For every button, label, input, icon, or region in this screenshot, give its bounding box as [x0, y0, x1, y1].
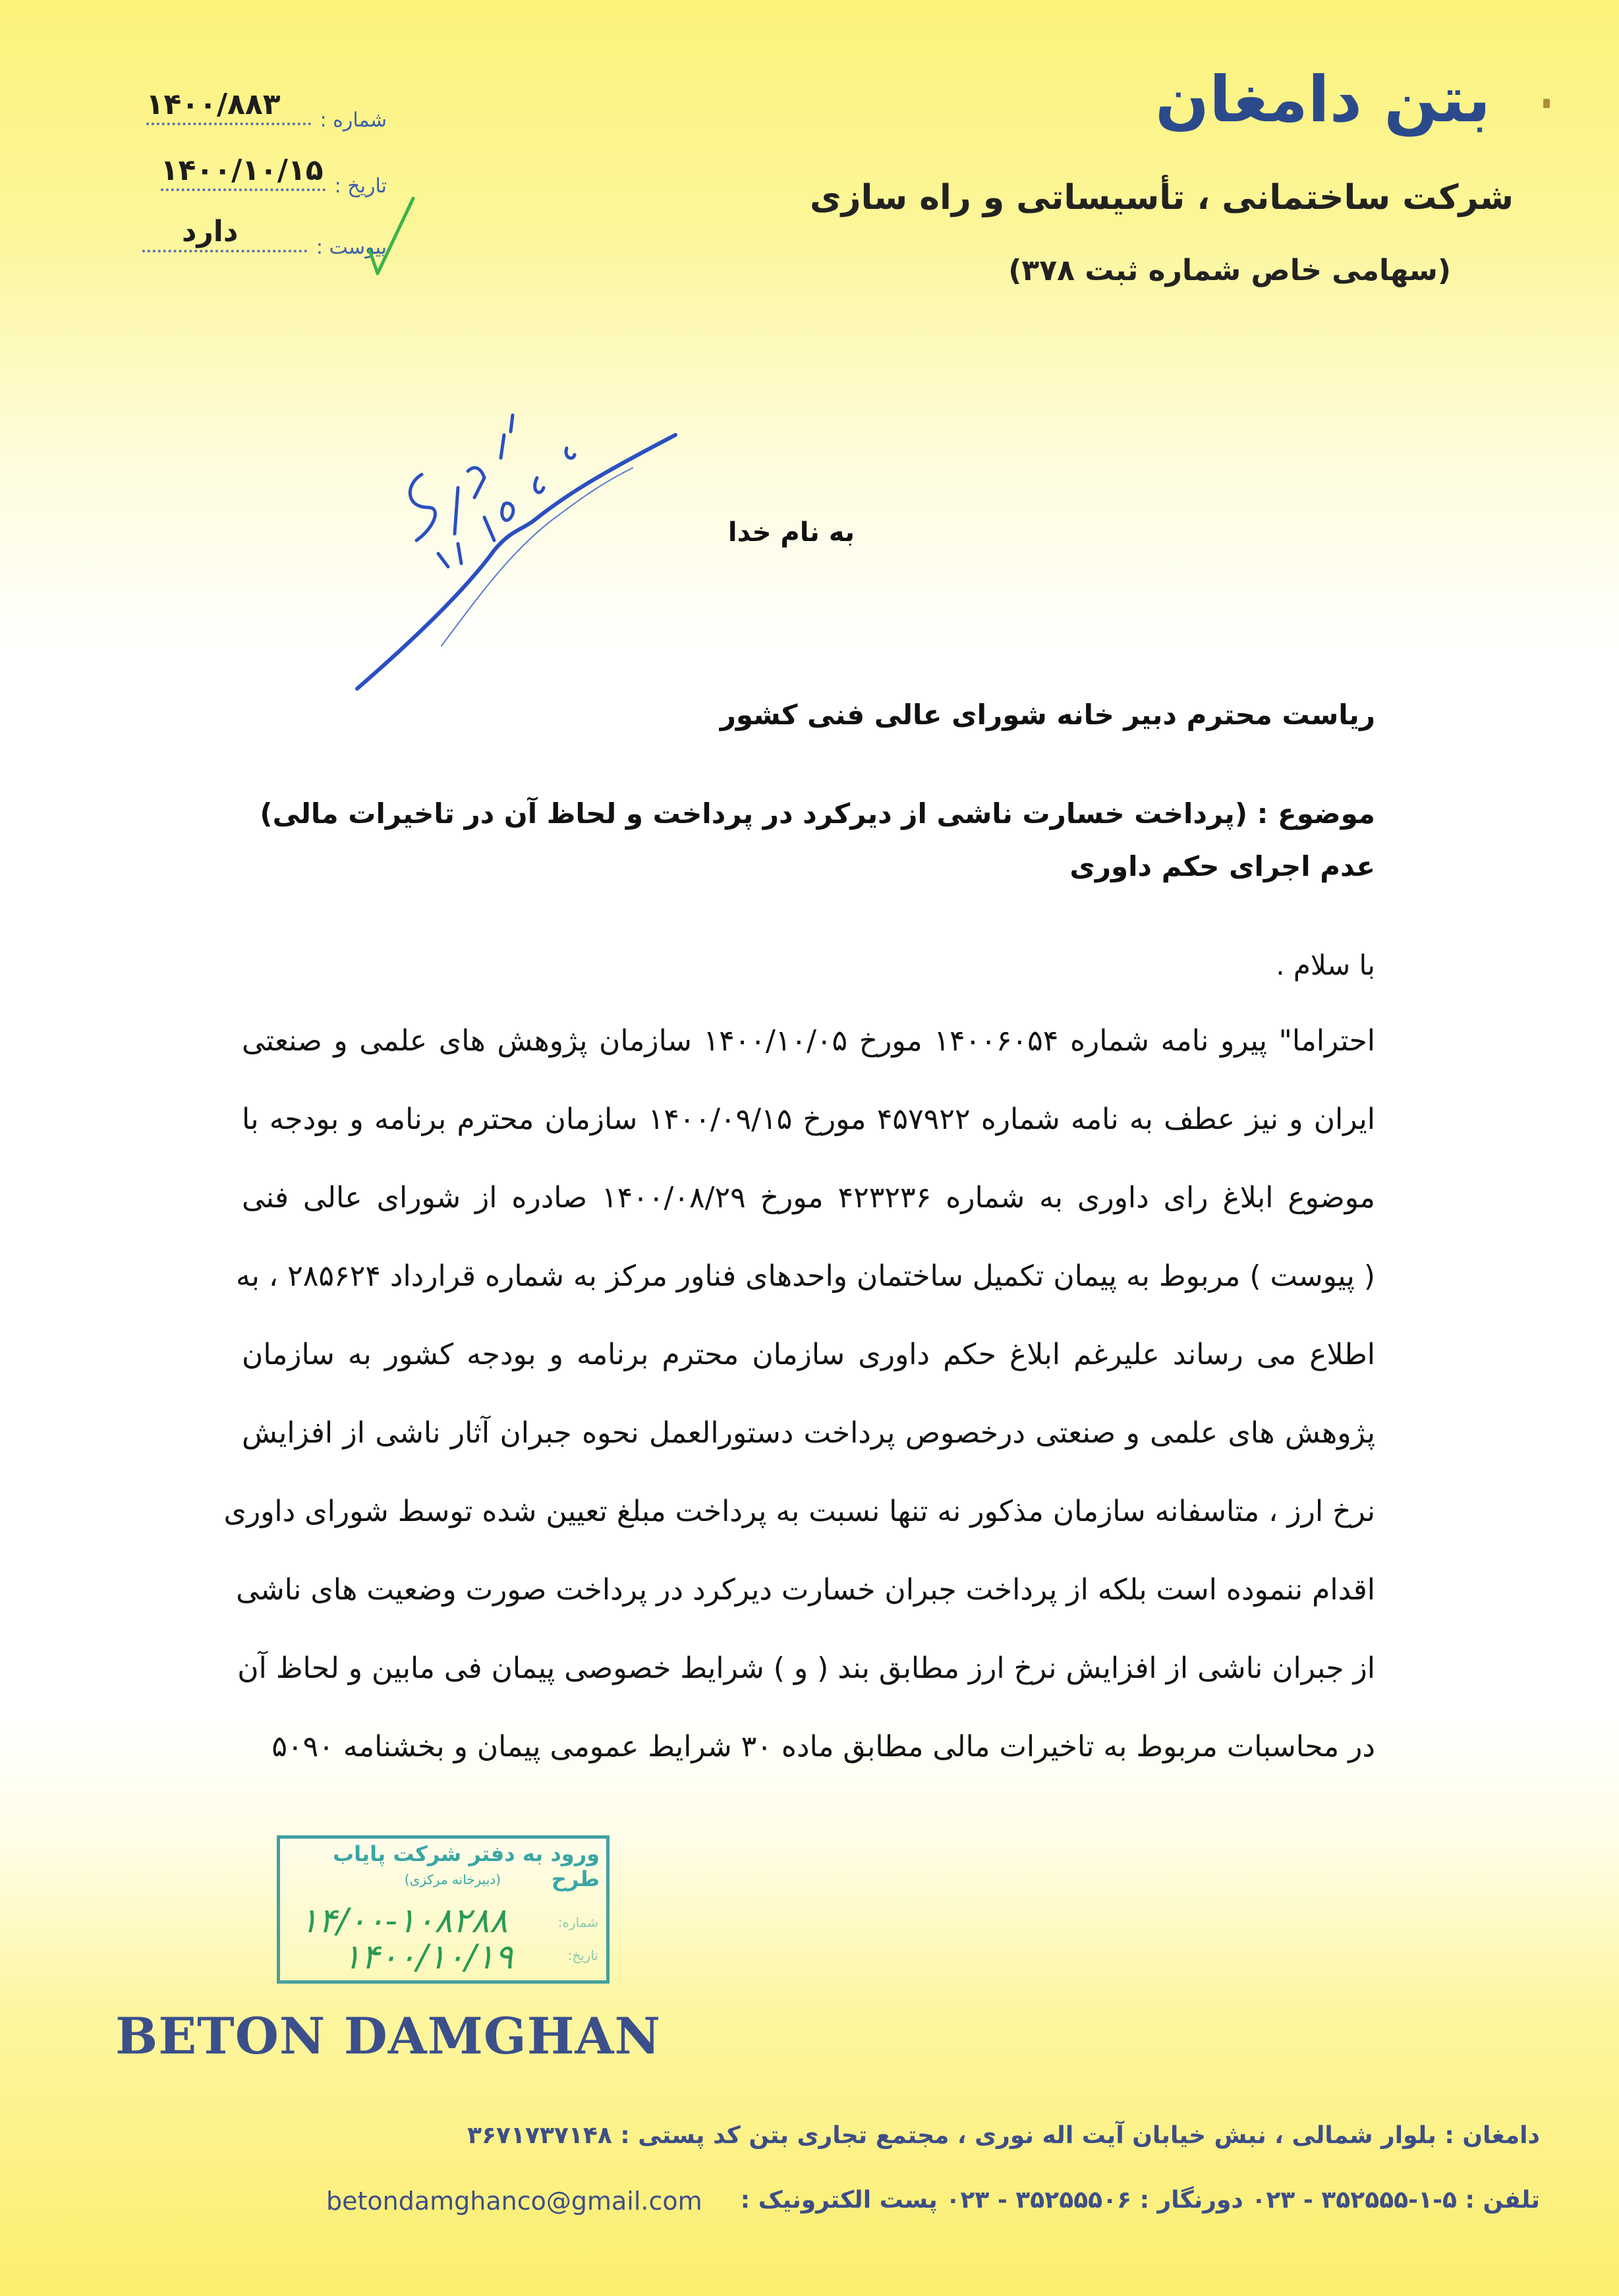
company-logo-persian: بتن دامغان — [1155, 63, 1491, 136]
signature-stroke — [441, 468, 633, 646]
handwriting-stroke — [455, 468, 484, 534]
dotted-line — [146, 88, 311, 125]
handwriting-stroke — [410, 474, 435, 540]
letter-date-value: ۱۴۰۰/۱۰/۱۵ — [160, 154, 324, 187]
body-line: اقدام ننموده است بلکه از پرداخت جبران خسارت دیرکرد در پرداخت صورت وضعیت های ناشی — [236, 1573, 1375, 1607]
body-line: موضوع ابلاغ رای داوری به شماره ۴۲۳۲۳۶ مورخ ۱۴۰۰/۰۸/۲۹ صادره از شورای عالی فنی — [242, 1181, 1375, 1215]
body-line: ( پیوست ) مربوط به پیمان تکمیل ساختمان واحدهای فناور مرکز به شماره قرارداد ۲۸۵۶۲۴ ، به — [236, 1259, 1375, 1293]
attachment-field — [142, 215, 387, 259]
letter-date-label: تاریخ : — [334, 175, 387, 198]
company-contacts: تلفن : ۵-۱-۳۵۲۵۵۵ - ۰۲۳ دورنگار : ۳۵۲۵۵۵۰۶ - ۰۲۳ پست الکترونیک : — [740, 2187, 1540, 2214]
letter-date-field — [160, 154, 387, 198]
handwriting-stroke — [535, 478, 544, 492]
greeting: با سلام . — [1276, 949, 1375, 981]
attachment-label: پیوست : — [316, 236, 387, 259]
signature-stroke — [357, 435, 675, 689]
checkmark-icon — [366, 194, 418, 280]
stamp-number-label: شماره: — [557, 1914, 598, 1930]
company-email-link[interactable]: betondamghanco@gmail.com — [326, 2187, 702, 2216]
stamp-number-value: ۱۴/۰۰-۱۰۸۲۸۸ — [300, 1901, 508, 1941]
letter-number-field — [146, 88, 387, 132]
body-line: اطلاع می رساند علیرغم ابلاغ حکم داوری سازمان محترم برنامه و بودجه کشور به سازمان — [242, 1338, 1375, 1371]
stamp-date-label: تاریخ: — [567, 1947, 598, 1963]
registration-number: (سهامی خاص شماره ثبت ۳۷۸) — [1008, 254, 1451, 287]
stamp-subtitle: (دبیرخانه مرکزی) — [404, 1872, 501, 1887]
body-line: از جبران ناشی از افزایش نرخ ارز مطابق بند ( و ) شرایط خصوصی پیمان فی مابین و لحاظ آن — [237, 1651, 1375, 1685]
letter-number-label: شماره : — [320, 109, 387, 132]
receipt-stamp — [277, 1835, 610, 1984]
bismillah-heading: به نام خدا — [727, 517, 855, 548]
speck-mark-icon — [1543, 99, 1550, 108]
stamp-title: ورود به دفتر شرکت پایاب طرح — [332, 1841, 600, 1891]
company-logo-english: BETON DAMGHAN — [115, 2007, 661, 2065]
subject-line: موضوع : (پرداخت خسارت ناشی از دیرکرد در پرداخت و لحاظ آن در تاخیرات مالی) عدم اجرای حکم داوری — [260, 797, 1375, 882]
stamp-date-value: ۱۴۰۰/۱۰/۱۹ — [343, 1937, 513, 1977]
handwriting-stroke — [502, 503, 513, 520]
dotted-line — [142, 215, 307, 252]
handwritten-annotation — [343, 409, 817, 712]
company-description: شرکت ساختمانی ، تأسیساتی و راه سازی — [809, 178, 1514, 217]
body-line: نرخ ارز ، متاسفانه سازمان مذکور نه تنها نسبت به پرداخت مبلغ تعیین شده توسط شورای داوری — [223, 1495, 1375, 1528]
body-line: احتراما" پیرو نامه شماره ۱۴۰۰۶۰۵۴ مورخ ۱۴۰۰/۱۰/۰۵ سازمان پژوهش های علمی و صنعتی — [242, 1024, 1375, 1058]
attachment-value: دارد — [181, 215, 239, 248]
body-line: پژوهش های علمی و صنعتی درخصوص پرداخت دستورالعمل نحوه جبران آثار ناشی از افزایش — [242, 1416, 1375, 1450]
handwriting-stroke — [566, 448, 575, 458]
body-line: ایران و نیز عطف به نامه شماره ۴۵۷۹۲۲ مورخ ۱۴۰۰/۰۹/۱۵ سازمان محترم برنامه و بودجه با — [242, 1103, 1376, 1136]
letter-number-value: ۱۴۰۰/۸۸۳ — [146, 88, 281, 121]
body-line: در محاسبات مربوط به تاخیرات مالی مطابق ماده ۳۰ شرایط عمومی پیمان و بخشنامه ۵۰۹۰ — [271, 1730, 1375, 1764]
letter-body — [223, 1002, 1376, 1786]
company-address: دامغان : بلوار شمالی ، نبش خیابان آیت اله نوری ، مجتمع تجاری بتن کد پستی : ۳۶۷۱۷۳۷۱۴۸ — [467, 2122, 1540, 2149]
dotted-line — [160, 154, 326, 191]
recipient-line: ریاست محترم دبیر خانه شورای عالی فنی کشور — [720, 699, 1375, 731]
handwriting-stroke — [501, 415, 513, 458]
